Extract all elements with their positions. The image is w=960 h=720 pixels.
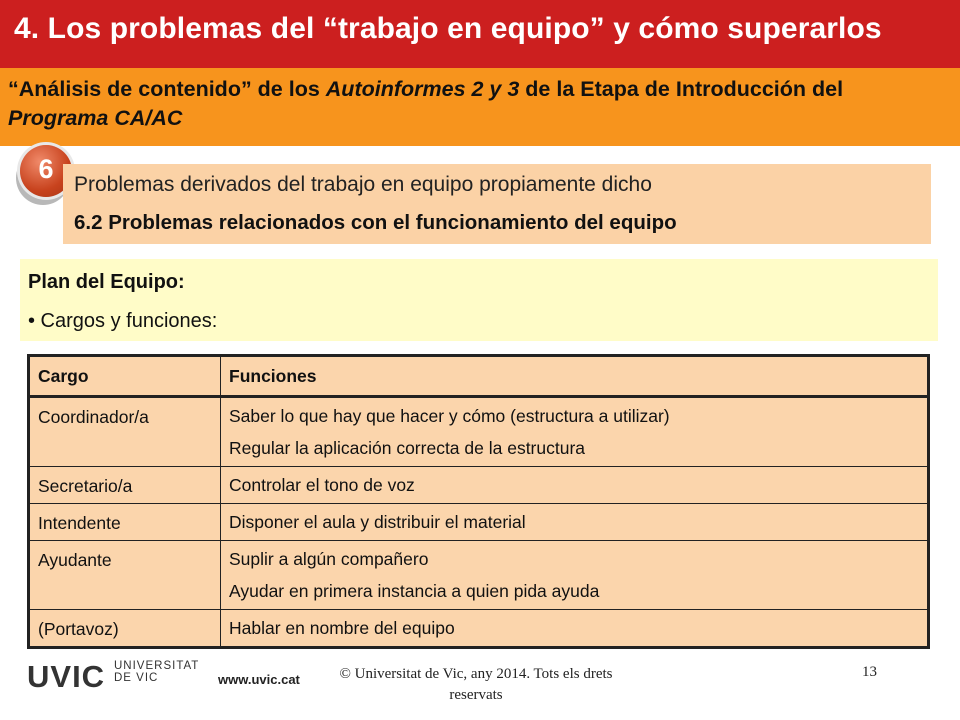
funciones-cell xyxy=(221,504,929,541)
roles-table xyxy=(27,354,930,649)
logo-subtext-line2: DE VIC xyxy=(114,672,159,684)
slide-subtitle xyxy=(8,75,938,133)
plan-bullet: • Cargos y funciones: xyxy=(28,310,218,332)
funcion-line: Hablar en nombre del equipo xyxy=(229,618,455,638)
subsection-heading: 6.2 Problemas relacionados con el funcionamiento del equipo xyxy=(74,211,677,234)
cargo-cell: (Portavoz) xyxy=(29,610,221,648)
funcion-line: Suplir a algún compañero xyxy=(229,549,429,569)
funcion-line: Saber lo que hay que hacer y cómo (estructura a utilizar) xyxy=(229,406,670,426)
funciones-cell xyxy=(221,610,929,648)
uvic-logo xyxy=(27,659,200,695)
header-funciones: Funciones xyxy=(221,356,929,397)
cargo-cell: Intendente xyxy=(29,504,221,541)
logo-subtext-line1: UNIVERSITAT xyxy=(114,660,200,672)
funciones-cell xyxy=(221,541,929,610)
table-row xyxy=(29,504,929,541)
table-row xyxy=(29,541,929,610)
table-header-row xyxy=(29,356,929,397)
website-url: www.uvic.cat xyxy=(218,672,300,687)
badge-number: 6 xyxy=(38,154,54,184)
page-number: 13 xyxy=(862,664,877,680)
funcion-line: Ayudar en primera instancia a quien pida ayuda xyxy=(229,581,600,601)
subtitle-part: de la Etapa de Introducción del xyxy=(519,77,844,101)
table-row xyxy=(29,467,929,504)
slide-title: 4. Los problemas del “trabajo en equipo” y cómo superarlos xyxy=(14,12,882,45)
subtitle-bar xyxy=(0,68,960,146)
funciones-cell xyxy=(221,467,929,504)
logo-subtext xyxy=(114,660,199,684)
section-heading: Problemas derivados del trabajo en equipo propiamente dicho xyxy=(74,173,652,196)
subtitle-part: Autoinformes 2 y 3 xyxy=(325,77,520,101)
funcion-line: Regular la aplicación correcta de la estructura xyxy=(229,438,586,458)
subtitle-part: “Análisis de contenido” de los xyxy=(8,77,326,101)
plan-band xyxy=(20,259,938,341)
section-band xyxy=(63,164,931,244)
cargo-cell: Coordinador/a xyxy=(29,397,221,467)
header-cargo: Cargo xyxy=(29,356,221,397)
funcion-line: Disponer el aula y distribuir el material xyxy=(229,512,526,532)
table-row xyxy=(29,610,929,648)
plan-title: Plan del Equipo: xyxy=(28,271,185,293)
subtitle-part: Programa CA/AC xyxy=(8,106,183,130)
cargo-cell: Secretario/a xyxy=(29,467,221,504)
title-bar xyxy=(0,0,960,68)
table-row xyxy=(29,397,929,467)
funcion-line: Controlar el tono de voz xyxy=(229,475,415,495)
copyright-notice: © Universitat de Vic, any 2014. Tots els drets reservats xyxy=(339,666,613,703)
funciones-cell xyxy=(221,397,929,467)
cargo-cell: Ayudante xyxy=(29,541,221,610)
logo-text: UVIC xyxy=(27,659,106,694)
